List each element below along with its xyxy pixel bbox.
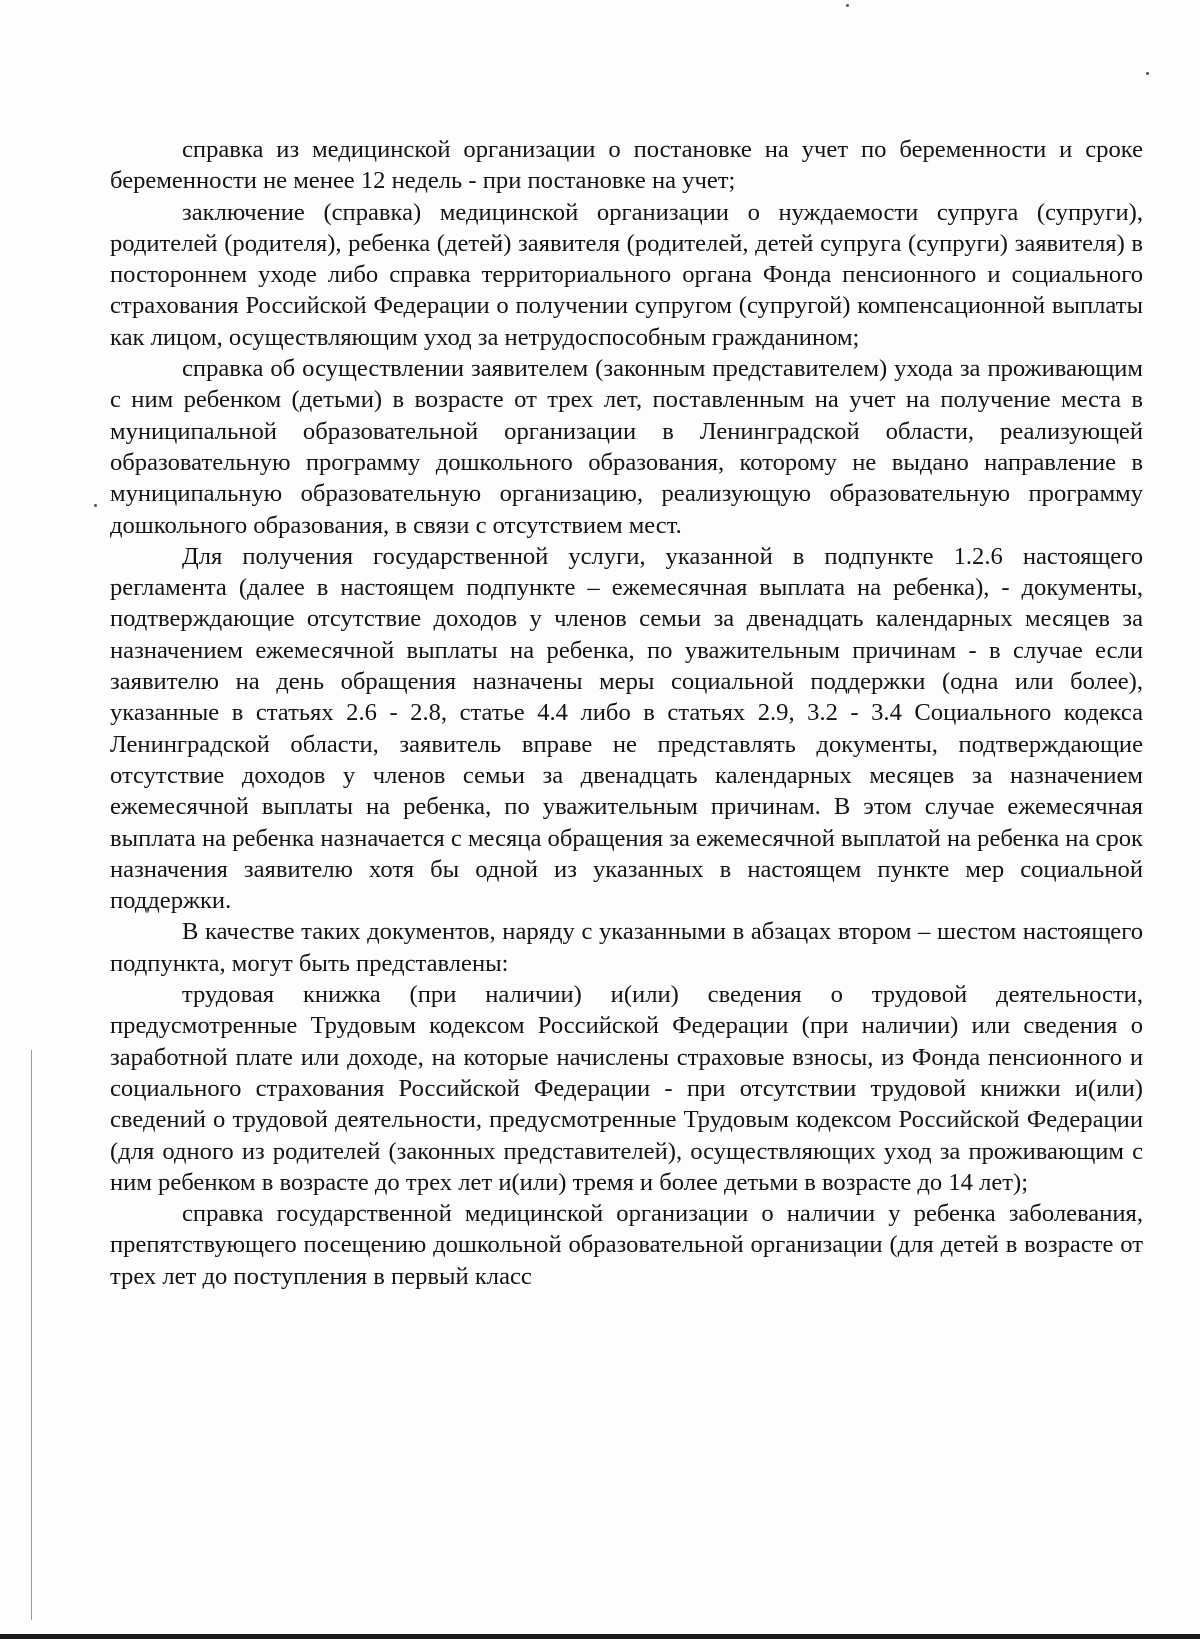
paragraph-childcare-certificate: справка об осуществлении заявителем (законным представителем) ухода за проживающим с ним ребенком (детьми) в возрасте от трех лет, поставленным на учет на получение места в муниципальной образовательной организации в Ленинградской области, реализующей образовательную программу дошкольного образования, которому не выдано направление в муниципальную образовательную организацию, реализующую образовательную программу дошкольного образования, в связи с отсутствием мест. xyxy=(110,355,1143,539)
paragraph-document-types-intro: В качестве таких документов, наряду с указанными в абзацах втором – шестом настоящего подпункта, могут быть представлены: xyxy=(110,918,1143,977)
paragraph-medical-illness-certificate: справка государственной медицинской организации о наличии у ребенка заболевания, препятствующего посещению дошкольной образовательной организации (для детей в возрасте от трех лет до поступления в первый класс xyxy=(110,1200,1143,1290)
scan-speck xyxy=(1146,72,1149,75)
paragraph-pregnancy-certificate: справка из медицинской организации о постановке на учет по беременности и сроке беременности не менее 12 недель - при постановке на учет; xyxy=(110,136,1143,195)
paragraph-medical-conclusion: заключение (справка) медицинской организации о нуждаемости супруга (супруги), родителей (родителя), ребенка (детей) заявителя (родителей, детей супруга (супруги) заявителя) в постороннем уходе либо справка территориального органа Фонда пенсионного и социального страхования Российской Федерации о получении супругом (супругой) компенсационной выплаты как лицом, осуществляющим уход за нетрудоспособным гражданином; xyxy=(110,198,1143,351)
document-body xyxy=(110,134,1143,1292)
scan-edge-left xyxy=(31,1050,32,1620)
scan-speck xyxy=(846,4,849,7)
paragraph-employment-record: трудовая книжка (при наличии) и(или) сведения о трудовой деятельности, предусмотренные Трудовым кодексом Российской Федерации (при наличии) или сведения о заработной плате или доходе, на которые начислены страховые взносы, из Фонда пенсионного и социального страхования Российской Федерации - при отсутствии трудовой книжки и(или) сведений о трудовой деятельности, предусмотренные Трудовым кодексом Российской Федерации (для одного из родителей (законных представителей), осуществляющих уход за проживающим с ним ребенком в возрасте до трех лет и(или) тремя и более детьми в возрасте до 14 лет); xyxy=(110,981,1143,1196)
scan-speck xyxy=(94,504,97,507)
scan-edge-bottom xyxy=(0,1634,1200,1639)
paragraph-monthly-payment: Для получения государственной услуги, указанной в подпункте 1.2.6 настоящего регламента (далее в настоящем подпункте – ежемесячная выплата на ребенка), - документы, подтверждающие отсутствие доходов у членов семьи за двенадцать календарных месяцев за назначением ежемесячной выплаты на ребенка, по уважительным причинам - в случае если заявителю на день обращения назначены меры социальной поддержки (одна или более), указанные в статьях 2.6 - 2.8, статье 4.4 либо в статьях 2.9, 3.2 - 3.4 Социального кодекса Ленинградской области, заявитель вправе не представлять документы, подтверждающие отсутствие доходов у членов семьи за двенадцать календарных месяцев за назначением ежемесячной выплаты на ребенка, по уважительным причинам. В этом случае ежемесячная выплата на ребенка назначается с месяца обращения за ежемесячной выплатой на ребенка на срок назначения заявителю хотя бы одной из указанных в настоящем пункте мер социальной поддержки. xyxy=(110,542,1143,915)
